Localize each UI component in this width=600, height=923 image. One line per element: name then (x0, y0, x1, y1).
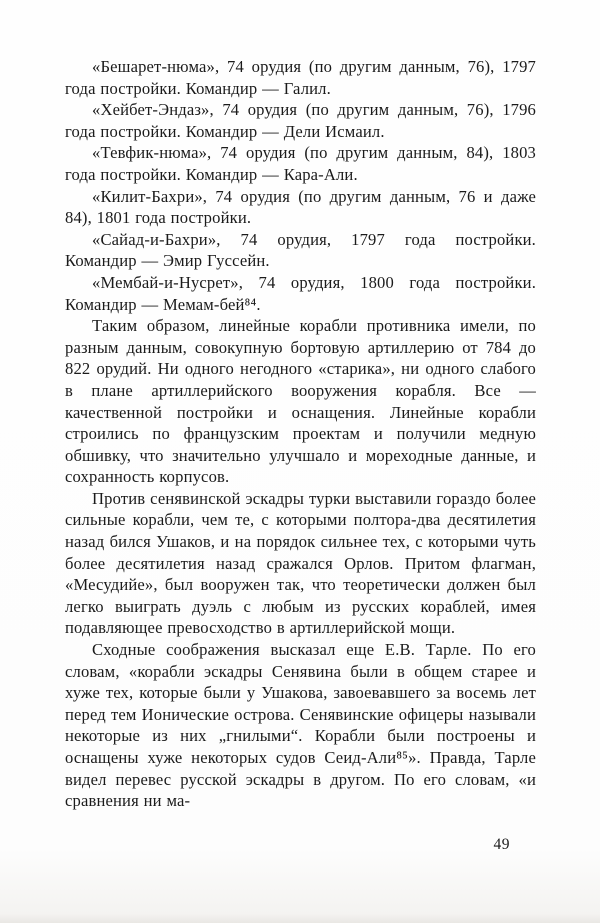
paragraph: «Бешарет-нюма», 74 орудия (по другим данным, 76), 1797 года постройки. Командир — Галил. (65, 57, 536, 98)
paragraph: «Тевфик-нюма», 74 орудия (по другим данным, 84), 1803 года постройки. Командир — Кара-Али. (65, 143, 536, 184)
paragraph: «Мембай-и-Нусрет», 74 орудия, 1800 года постройки. Командир — Мемам-бей⁸⁴. (65, 272, 536, 314)
paragraph: Против сенявинской эскадры турки выставили гораздо более сильные корабли, чем те, с которыми полтора-два десятилетия назад бился Ушаков, и на порядок сильнее тех, с которыми чуть более десятилетия назад сражался Орлов. Притом флагман, «Месудийе», был вооружен так, что теоретически должен был легко выиграть дуэль с любым из русских кораблей, имея подавляющее превосходство в артиллерийской мощи. (65, 488, 536, 638)
page-number: 49 (493, 836, 510, 853)
paragraph: «Сайад-и-Бахри», 74 орудия, 1797 года постройки. Командир — Эмир Гуссейн. (65, 229, 536, 271)
paragraph: «Хейбет-Эндаз», 74 орудия (по другим данным, 76), 1796 года постройки. Командир — Дели Исмаил. (65, 100, 536, 141)
page-text (65, 56, 536, 812)
paragraph: Сходные соображения высказал еще Е.В. Тарле. По его словам, «корабли эскадры Сенявина были в общем старее и хуже тех, которые были у Ушакова, завоевавшего за восемь лет перед тем Ионические острова. Сенявинские офицеры называли некоторые из них „гнилыми“. Корабли были построены и оснащены хуже некоторых судов Сеид-Али⁸⁵». Правда, Тарле видел перевес русской эскадры в другом. По его словам, «и сравнения ни ма- (65, 640, 536, 811)
paragraph: «Килит-Бахри», 74 орудия (по другим данным, 76 и даже 84), 1801 года постройки. (65, 186, 536, 228)
paragraph: Таким образом, линейные корабли противника имели, по разным данным, совокупную бортовую артиллерию от 784 до 822 орудий. Ни одного негодного «старика», ни одного слабого в плане артиллерийского вооружения корабля. Все — качественной постройки и оснащения. Линейные корабли строились по французским проектам и получили медную обшивку, что значительно улучшало и мореходные данные, и сохранность корпусов. (65, 316, 536, 487)
